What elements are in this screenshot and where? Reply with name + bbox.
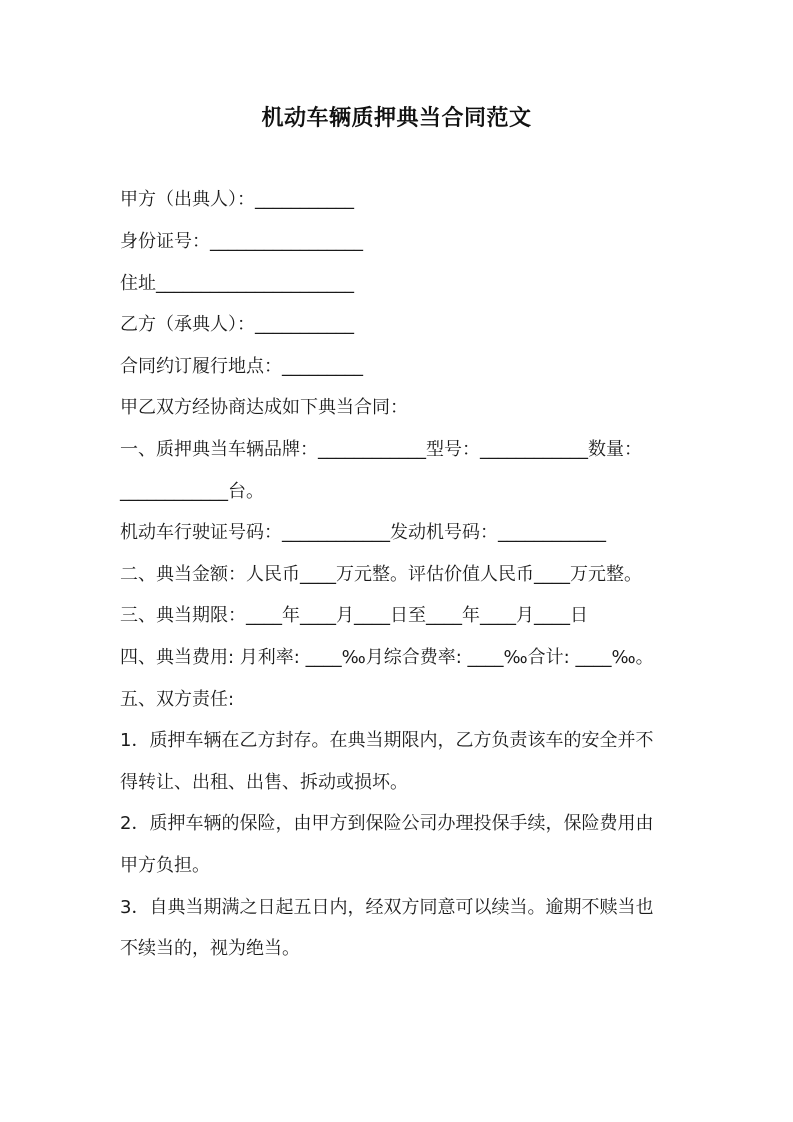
duty-1-line-2: 得转让、出租、出售、拆动或损坏。 [120,772,408,793]
clause-1-vehicle-line: 一、质押典当车辆品牌：____________型号：____________数量： [120,439,642,460]
duty-3-line-1: 3．自典当期满之日起五日内，经双方同意可以续当。逾期不赎当也 [120,897,654,918]
party-a-line: 甲方（出典人）：___________ [120,189,354,210]
clause-3-term-line: 三、典当期限：____年____月____日至____年____月____日 [120,605,588,626]
duty-2-line-2: 甲方负担。 [120,855,210,876]
clause-5-heading: 五、双方责任: [120,689,235,710]
clause-4-fee-line: 四、典当费用: 月利率: ____‰月综合费率: ____‰合计: ____‰。 [120,647,654,668]
party-b-line: 乙方（承典人）：___________ [120,314,354,335]
duty-2-line-1: 2．质押车辆的保险，由甲方到保险公司办理投保手续，保险费用由 [120,813,654,834]
address-line: 住址______________________ [120,273,354,294]
agreement-intro-line: 甲乙双方经协商达成如下典当合同： [120,397,408,418]
document-title: 机动车辆质押典当合同范文 [261,106,532,131]
clause-1-quantity-line: ____________台。 [120,481,264,502]
duty-3-line-2: 不续当的，视为绝当。 [120,938,300,959]
performance-place-line: 合同约订履行地点：_________ [120,356,363,377]
clause-2-amount-line: 二、典当金额：人民币____万元整。评估价值人民币____万元整。 [120,564,642,585]
duty-1-line-1: 1．质押车辆在乙方封存。在典当期限内，乙方负责该车的安全并不 [120,730,654,751]
id-number-line: 身份证号：_________________ [120,231,363,252]
license-engine-line: 机动车行驶证号码：____________发动机号码：____________ [120,522,606,543]
